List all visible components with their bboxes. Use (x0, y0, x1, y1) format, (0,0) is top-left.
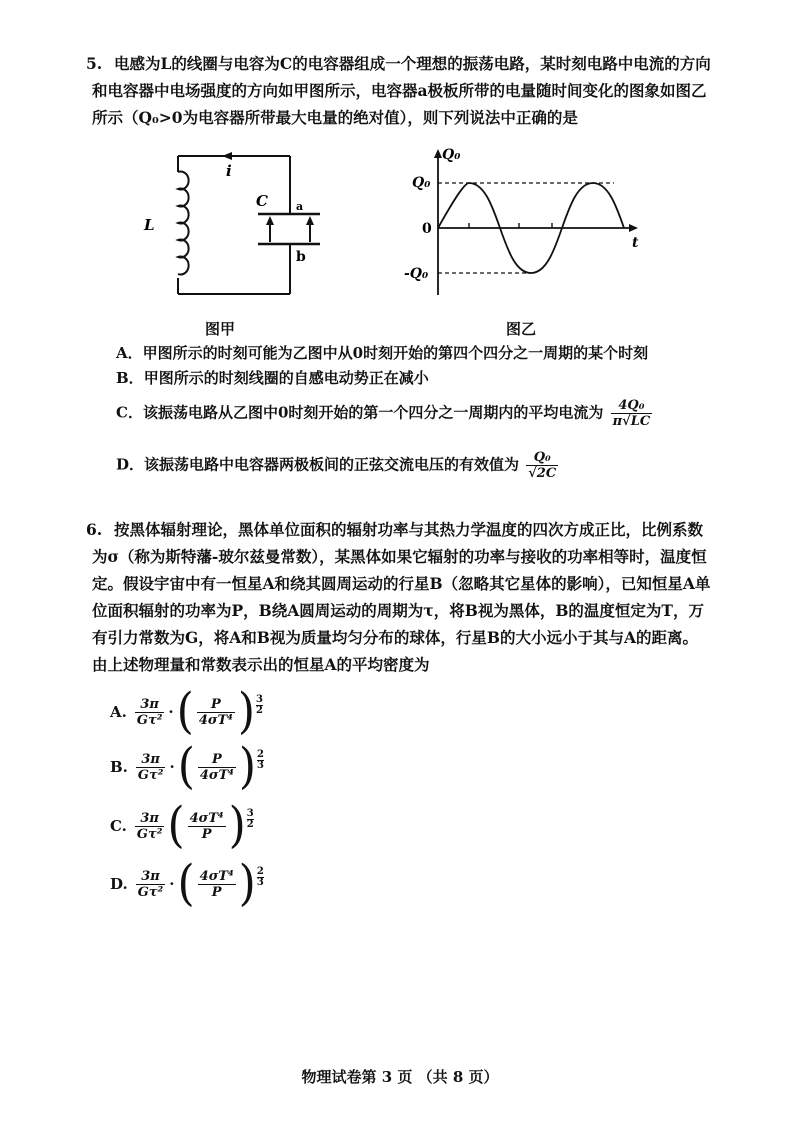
q6-option-b[interactable]: B. $\frac{3\pi}{\text{Gτ²}}$ · ( $\frac{P}{\text{4σT⁴}}$ ) $\frac{2}{3}$ (110, 738, 264, 795)
x-axis-label: t (632, 235, 639, 251)
option-letter: B． (116, 369, 144, 387)
q5-option-c[interactable] (116, 398, 654, 429)
option-letter: A． (116, 344, 143, 362)
question-stem: 电感为L的线圈与电容为C的电容器组成一个理想的振荡电路，某时刻电路中电流的方向和电容器中电场强度的方向如甲图所示，电容器a极板所带的电量随时间变化的图象如图乙所示（Q₀>0为电容器所带最大电量的绝对值），则下列说法中正确的是 (92, 54, 711, 127)
y-axis-label: Q₀ (442, 147, 461, 163)
figure-charge-graph (392, 143, 652, 303)
q6-option-a[interactable]: A. $\frac{3\pi}{\text{Gτ²}}$ · ( $\frac{P}{\text{4σT⁴}}$ ) $\frac{3}{2}$ (110, 683, 263, 740)
option-letter: D. (110, 875, 128, 893)
inner-numerator: P (197, 697, 235, 713)
option-letter: B. (110, 758, 128, 776)
coefficient-fraction (136, 752, 166, 783)
page-footer: 物理试卷第 3 页 （共 8 页） (301, 1068, 499, 1086)
exp-numerator: 3 (246, 807, 254, 819)
coef-denominator: Gτ² (137, 884, 164, 900)
exponent (256, 695, 263, 716)
exponent (257, 867, 264, 888)
coef-denominator: Gτ² (137, 767, 164, 783)
coef-numerator: 3π (135, 697, 165, 713)
exponent (247, 809, 254, 830)
coef-numerator: 3π (136, 869, 166, 885)
coef-denominator: Gτ² (136, 712, 163, 728)
fraction-denominator: √2C (528, 466, 557, 481)
fraction-numerator: Q₀ (526, 450, 558, 466)
inner-fraction (198, 869, 236, 900)
inner-numerator: P (198, 752, 236, 768)
inner-denominator: 4σT⁴ (198, 712, 233, 728)
inner-fraction (197, 697, 235, 728)
exp-denominator: 2 (256, 704, 263, 716)
coef-numerator: 3π (135, 811, 165, 827)
q5-option-b[interactable] (116, 367, 429, 388)
option-letter: C. (110, 817, 127, 835)
exp-denominator: 3 (257, 759, 264, 771)
coefficient-fraction (136, 869, 166, 900)
coef-numerator: 3π (136, 752, 166, 768)
q5-option-d[interactable] (116, 450, 560, 481)
option-letter: D． (116, 455, 145, 474)
question-number: 6. (86, 520, 103, 539)
tick-neg-q0: -Q₀ (404, 266, 429, 282)
label-plate-a: a (296, 200, 304, 213)
inner-numerator: 4σT⁴ (189, 810, 224, 826)
effective-voltage-fraction (526, 450, 558, 481)
average-current-fraction (611, 398, 653, 429)
label-current: i (226, 162, 232, 180)
label-plate-b: b (296, 249, 306, 265)
inner-fraction (188, 811, 226, 842)
q6-option-c[interactable]: C. $\frac{3\pi}{\text{Gτ²}}$ ( $\frac{\text{4σT⁴}}{P}$ ) $\frac{3}{2}$ (110, 797, 254, 854)
question-5 (86, 50, 712, 131)
option-text: 该振荡电路从乙图中0时刻开始的第一个四分之一周期内的平均电流为 (142, 403, 604, 422)
inner-numerator: 4σT⁴ (199, 868, 234, 884)
tick-q0: Q₀ (412, 175, 431, 191)
fraction-denominator: π√LC (612, 414, 651, 429)
tick-zero: 0 (422, 221, 432, 237)
label-inductance: L (144, 216, 155, 234)
exponent (257, 750, 264, 771)
exp-numerator: 3 (256, 693, 263, 705)
question-stem: 按黑体辐射理论，黑体单位面积的辐射功率与其热力学温度的四次方成正比，比例系数为σ（称为斯特藩-玻尔兹曼常数），某黑体如果它辐射的功率与接收的功率相等时，温度恒定。假设宇宙中有一恒星A和绕其圆周运动的行星B（忽略其它星体的影响），已知恒星A单位面积辐射的功率为P，B绕A圆周运动的周期为τ，将B视为黑体，B的温度恒定为T，万有引力常数为G，将A和B视为质量均匀分布的球体，行星B的大小远小于其与A的距离。由上述物理量和常数表示出的恒星A的平均密度为 (92, 520, 711, 674)
inner-denominator: P (201, 826, 212, 842)
question-number: 5. (86, 54, 103, 73)
inner-denominator: P (211, 884, 222, 900)
exp-denominator: 2 (246, 818, 254, 830)
option-letter: C． (116, 403, 143, 422)
option-letter: A. (110, 703, 127, 721)
q5-option-a[interactable] (116, 342, 648, 363)
inner-denominator: 4σT⁴ (199, 767, 234, 783)
figure-2-caption: 图乙 (506, 320, 537, 338)
option-text: 甲图所示的时刻线圈的自感电动势正在减小 (143, 369, 429, 387)
exp-numerator: 2 (257, 748, 264, 760)
coefficient-fraction (135, 811, 165, 842)
q6-option-d[interactable]: D. $\frac{3\pi}{\text{Gτ²}}$ · ( $\frac{\text{4σT⁴}}{P}$ ) $\frac{2}{3}$ (110, 855, 264, 912)
inner-fraction (198, 752, 236, 783)
question-6 (86, 516, 712, 678)
coefficient-fraction (135, 697, 165, 728)
label-capacitance: C (256, 192, 268, 210)
exp-denominator: 3 (256, 876, 264, 888)
option-text: 甲图所示的时刻可能为乙图中从0时刻开始的第四个四分之一周期的某个时刻 (142, 344, 649, 362)
fraction-numerator: 4Q₀ (611, 398, 653, 414)
figure-1-caption: 图甲 (205, 320, 236, 338)
coef-denominator: Gτ² (136, 826, 163, 842)
exp-numerator: 2 (256, 865, 264, 877)
figure-lc-circuit (140, 148, 340, 308)
option-text: 该振荡电路中电容器两极板间的正弦交流电压的有效值为 (144, 455, 520, 474)
